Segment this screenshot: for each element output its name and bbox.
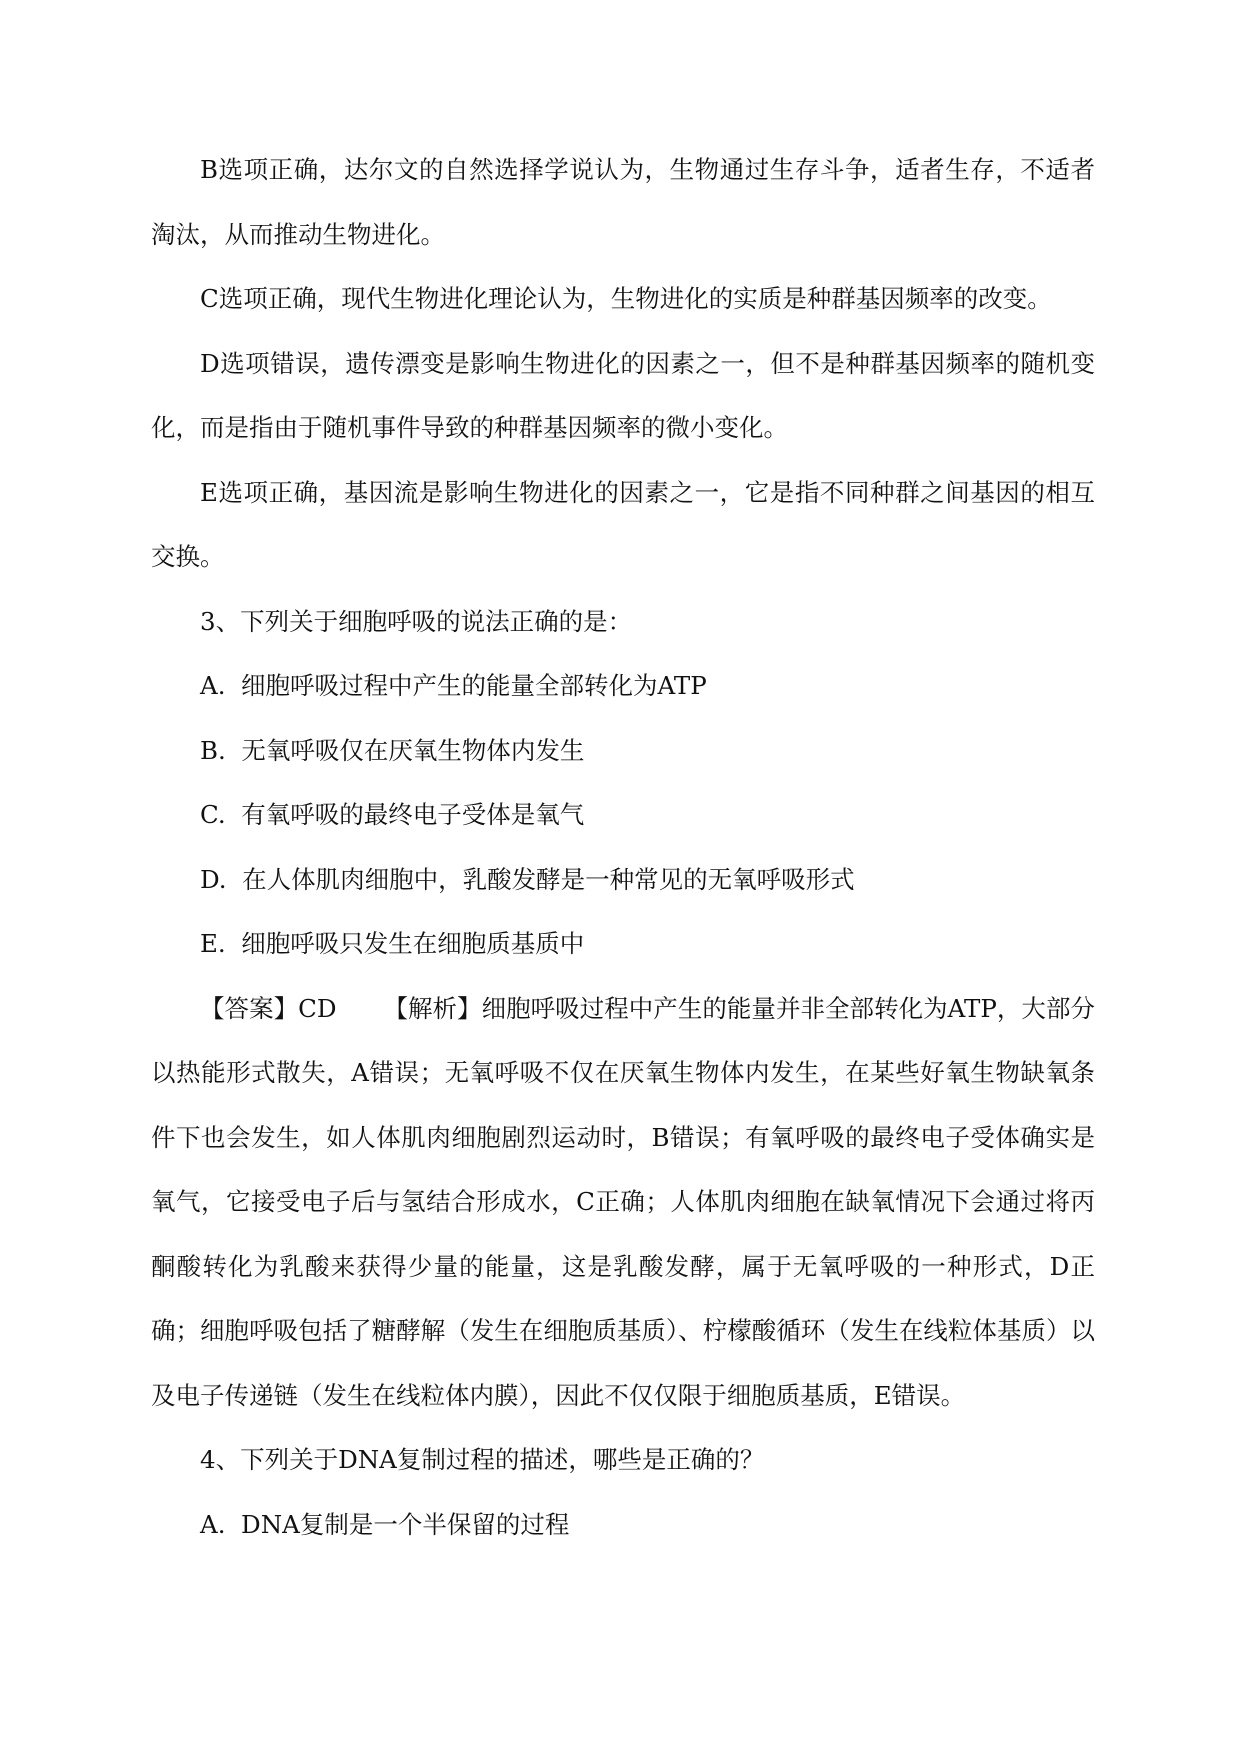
question-3-option-d: D. 在人体肌肉细胞中，乳酸发酵是一种常见的无氧呼吸形式 bbox=[200, 864, 855, 894]
question-3-answer-analysis: 【答案】CD 【解析】细胞呼吸过程中产生的能量并非全部转化为ATP，大部分以热能形式散失，A错误；无氧呼吸不仅在厌氧生物体内发生，在某些好氧生物缺氧条件下也会发生，如人体肌肉细胞剧烈运动时，B错误；有氧呼吸的最终电子受体确实是氧气，它接受电子后与氢结合形成水，C正确；人体肌肉细胞在缺氧情况下会通过将丙酮酸转化为乳酸来获得少量的能量，这是乳酸发酵，属于无氧呼吸的一种形式，D正确；细胞呼吸包括了糖酵解（发生在细胞质基质）、柠檬酸循环（发生在线粒体基质）以及电子传递链（发生在线粒体内膜），因此不仅仅限于细胞质基质，E错误。 bbox=[151, 993, 1095, 1410]
question-3-option-e: E. 细胞呼吸只发生在细胞质基质中 bbox=[200, 929, 585, 958]
question-4-option-a: A. DNA复制是一个半保留的过程 bbox=[200, 1509, 570, 1539]
paragraph-option-b-explanation: B选项正确，达尔文的自然选择学说认为，生物通过生存斗争，适者生存，不适者淘汰，从而推动生物进化。 bbox=[151, 155, 1095, 249]
question-4-stem: 4、下列关于DNA复制过程的描述，哪些是正确的？ bbox=[200, 1445, 765, 1474]
document-body bbox=[151, 138, 1095, 1557]
question-3-option-c: C. 有氧呼吸的最终电子受体是氧气 bbox=[200, 800, 585, 829]
paragraph-option-c-explanation: C选项正确，现代生物进化理论认为，生物进化的实质是种群基因频率的改变。 bbox=[200, 284, 1052, 313]
question-3-stem: 3、下列关于细胞呼吸的说法正确的是： bbox=[200, 606, 633, 636]
paragraph-option-d-explanation: D选项错误，遗传漂变是影响生物进化的因素之一，但不是种群基因频率的随机变化，而是指由于随机事件导致的种群基因频率的微小变化。 bbox=[151, 348, 1095, 442]
question-3-option-a: A. 细胞呼吸过程中产生的能量全部转化为ATP bbox=[200, 671, 707, 700]
question-3-option-b: B. 无氧呼吸仅在厌氧生物体内发生 bbox=[200, 735, 585, 765]
paragraph-option-e-explanation: E选项正确，基因流是影响生物进化的因素之一，它是指不同种群之间基因的相互交换。 bbox=[151, 477, 1095, 571]
